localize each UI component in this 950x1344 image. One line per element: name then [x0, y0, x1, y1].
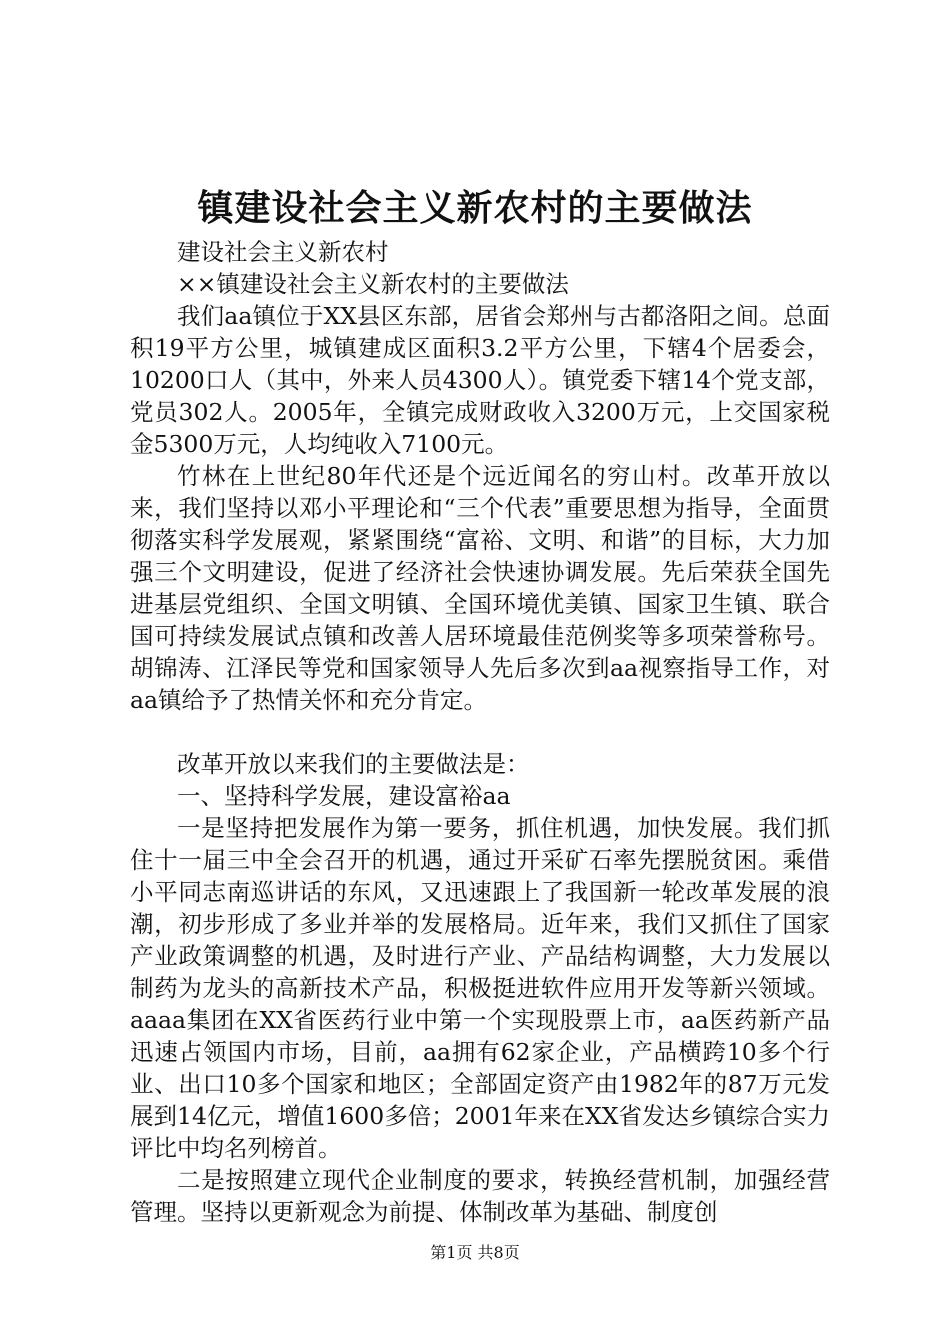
paragraph-subtitle: ××镇建设社会主义新农村的主要做法	[177, 270, 569, 298]
paragraph-overview: 我们aa镇位于XX县区东部，居省会郑州与古都洛阳之间。总面积19平方公里，城镇建成区面积3.2平方公里，下辖4个居委会，10200口人（其中，外来人员4300人）。镇党委下辖14个党支部，党员302人。2005年，全镇完成财政收入3200万元，上交国家税金5300万元，人均纯收入7100元。	[130, 302, 830, 458]
document-body	[130, 236, 830, 1228]
paragraph-point-2: 二是按照建立现代企业制度的要求，转换经营机制，加强经营管理。坚持以更新观念为前提、体制改革为基础、制度创	[130, 1166, 830, 1226]
paragraph-intro: 改革开放以来我们的主要做法是：	[177, 750, 530, 778]
paragraph-point-1: 一是坚持把发展作为第一要务，抓住机遇，加快发展。我们抓住十一届三中全会召开的机遇，通过开采矿石率先摆脱贫困。乘借小平同志南巡讲话的东风，又迅速跟上了我国新一轮改革发展的浪潮，初步形成了多业并举的发展格局。近年来，我们又抓住了国家产业政策调整的机遇，及时进行产业、产品结构调整，大力发展以制药为龙头的高新技术产品，积极挺进软件应用开发等新兴领域。aaaa集团在XX省医药行业中第一个实现股票上市，aa医药新产品迅速占领国内市场，目前，aa拥有62家企业，产品横跨10多个行业、出口10多个国家和地区；全部固定资产由1982年的87万元发展到14亿元，增值1600多倍；2001年来在XX省发达乡镇综合实力评比中均名列榜首。	[130, 814, 830, 1162]
page-footer: 第1页 共8页	[430, 1243, 520, 1262]
section-heading-1: 一、坚持科学发展，建设富裕aa	[177, 782, 511, 810]
document-title: 镇建设社会主义新农村的主要做法	[197, 187, 753, 229]
paragraph-subject: 建设社会主义新农村	[177, 238, 389, 266]
paragraph-history: 竹林在上世纪80年代还是个远近闻名的穷山村。改革开放以来，我们坚持以邓小平理论和“三个代表”重要思想为指导，全面贯彻落实科学发展观，紧紧围绕“富裕、文明、和谐”的目标，大力加强三个文明建设，促进了经济社会快速协调发展。先后荣获全国先进基层党组织、全国文明镇、全国环境优美镇、国家卫生镇、联合国可持续发展试点镇和改善人居环境最佳范例奖等多项荣誉称号。胡锦涛、江泽民等党和国家领导人先后多次到aa视察指导工作，对aa镇给予了热情关怀和充分肯定。	[130, 462, 830, 714]
